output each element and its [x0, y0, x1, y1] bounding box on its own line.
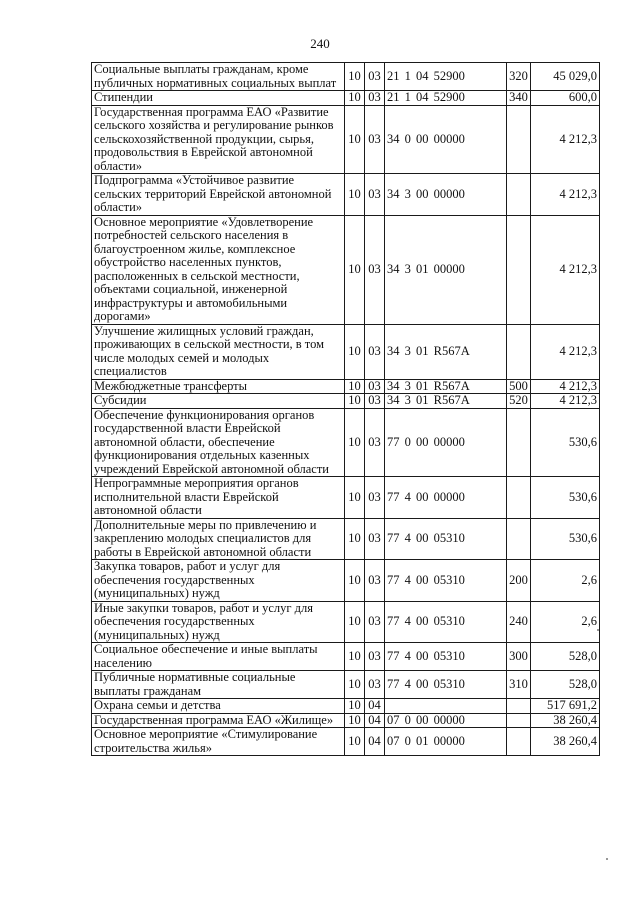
row-name-cell: Основное мероприятие «Стимулирование строительства жилья» [92, 728, 345, 756]
target-article-cell: 77 4 00 05310 [385, 671, 507, 699]
target-article-cell: 77 4 00 05310 [385, 560, 507, 602]
section-code-cell: 10 [345, 63, 365, 91]
amount-cell: 2,6 [531, 560, 600, 602]
section-code-cell: 10 [345, 91, 365, 106]
section-code-cell: 10 [345, 477, 365, 519]
row-name-cell: Непрограммные мероприятия органов исполнительной власти Еврейской автономной области [92, 477, 345, 519]
row-name-cell: Улучшение жилищных условий граждан, проживающих в сельской местности, в том числе молодых семей и молодых специалистов [92, 324, 345, 379]
row-name-cell: Субсидии [92, 394, 345, 409]
table-row [92, 713, 600, 728]
row-name-cell: Обеспечение функционирования органов государственной власти Еврейской автономной области, обеспечение функционирования отдельных казенных учреждений Еврейской автономной области [92, 408, 345, 477]
section-code-cell: 10 [345, 671, 365, 699]
table-row [92, 63, 600, 91]
expense-type-cell: 320 [507, 63, 531, 91]
target-article-cell: 07 0 00 00000 [385, 713, 507, 728]
table-row [92, 215, 600, 324]
table-row [92, 477, 600, 519]
row-name-cell: Государственная программа ЕАО «Жилище» [92, 713, 345, 728]
amount-cell: 45 029,0 [531, 63, 600, 91]
subsection-code-cell: 03 [365, 394, 385, 409]
expense-type-cell: 240 [507, 601, 531, 643]
table-row [92, 91, 600, 106]
expense-type-cell [507, 699, 531, 714]
amount-cell: 4 212,3 [531, 105, 600, 174]
target-article-cell: 34 3 00 00000 [385, 174, 507, 216]
section-code-cell: 10 [345, 713, 365, 728]
expense-type-cell: 200 [507, 560, 531, 602]
subsection-code-cell: 03 [365, 408, 385, 477]
amount-cell: 38 260,4 [531, 713, 600, 728]
target-article-cell: 34 3 01 R567A [385, 379, 507, 394]
row-name-cell: Подпрограмма «Устойчивое развитие сельских территорий Еврейской автономной области» [92, 174, 345, 216]
section-code-cell: 10 [345, 728, 365, 756]
subsection-code-cell: 03 [365, 518, 385, 560]
amount-cell: 4 212,3 [531, 379, 600, 394]
section-code-cell: 10 [345, 379, 365, 394]
target-article-cell: 34 3 01 00000 [385, 215, 507, 324]
expense-type-cell [507, 215, 531, 324]
subsection-code-cell: 03 [365, 215, 385, 324]
amount-cell: 530,6 [531, 477, 600, 519]
subsection-code-cell: 03 [365, 63, 385, 91]
section-code-cell: 10 [345, 643, 365, 671]
table-row [92, 560, 600, 602]
subsection-code-cell: 04 [365, 728, 385, 756]
subsection-code-cell: 03 [365, 91, 385, 106]
amount-cell: 528,0 [531, 671, 600, 699]
budget-table-body [92, 63, 600, 756]
expense-type-cell [507, 174, 531, 216]
section-code-cell: 10 [345, 518, 365, 560]
subsection-code-cell: 03 [365, 379, 385, 394]
subsection-code-cell: 03 [365, 174, 385, 216]
table-row [92, 394, 600, 409]
expense-type-cell [507, 477, 531, 519]
target-article-cell: 34 3 01 R567A [385, 324, 507, 379]
expense-type-cell: 500 [507, 379, 531, 394]
amount-cell: 2,6 [531, 601, 600, 643]
expense-type-cell [507, 728, 531, 756]
amount-cell: 4 212,3 [531, 394, 600, 409]
expense-type-cell: 310 [507, 671, 531, 699]
amount-cell: 530,6 [531, 408, 600, 477]
table-row [92, 671, 600, 699]
subsection-code-cell: 03 [365, 105, 385, 174]
amount-cell: 4 212,3 [531, 324, 600, 379]
row-name-cell: Социальные выплаты гражданам, кроме публичных нормативных социальных выплат [92, 63, 345, 91]
expense-type-cell [507, 408, 531, 477]
scan-speck [597, 629, 599, 631]
amount-cell: 4 212,3 [531, 174, 600, 216]
scan-speck [606, 858, 608, 860]
section-code-cell: 10 [345, 699, 365, 714]
subsection-code-cell: 03 [365, 560, 385, 602]
page-number: 240 [310, 36, 330, 51]
subsection-code-cell: 03 [365, 324, 385, 379]
expense-type-cell [507, 518, 531, 560]
amount-cell: 600,0 [531, 91, 600, 106]
row-name-cell: Социальное обеспечение и иные выплаты населению [92, 643, 345, 671]
subsection-code-cell: 03 [365, 671, 385, 699]
section-code-cell: 10 [345, 601, 365, 643]
section-code-cell: 10 [345, 174, 365, 216]
amount-cell: 517 691,2 [531, 699, 600, 714]
subsection-code-cell: 03 [365, 477, 385, 519]
target-article-cell: 07 0 01 00000 [385, 728, 507, 756]
row-name-cell: Иные закупки товаров, работ и услуг для обеспечения государственных (муниципальных) нужд [92, 601, 345, 643]
target-article-cell: 77 0 00 00000 [385, 408, 507, 477]
row-name-cell: Охрана семьи и детства [92, 699, 345, 714]
expense-type-cell: 300 [507, 643, 531, 671]
target-article-cell: 21 1 04 52900 [385, 63, 507, 91]
section-code-cell: 10 [345, 215, 365, 324]
amount-cell: 4 212,3 [531, 215, 600, 324]
amount-cell: 38 260,4 [531, 728, 600, 756]
section-code-cell: 10 [345, 408, 365, 477]
table-row [92, 601, 600, 643]
row-name-cell: Стипендии [92, 91, 345, 106]
table-row [92, 324, 600, 379]
row-name-cell: Закупка товаров, работ и услуг для обеспечения государственных (муниципальных) нужд [92, 560, 345, 602]
section-code-cell: 10 [345, 560, 365, 602]
target-article-cell [385, 699, 507, 714]
subsection-code-cell: 03 [365, 643, 385, 671]
row-name-cell: Государственная программа ЕАО «Развитие сельского хозяйства и регулирование рынков сельскохозяйственной продукции, сырья, продовольствия в Еврейской автономной области» [92, 105, 345, 174]
table-row [92, 699, 600, 714]
table-row [92, 643, 600, 671]
section-code-cell: 10 [345, 105, 365, 174]
expense-type-cell: 520 [507, 394, 531, 409]
expense-type-cell [507, 105, 531, 174]
target-article-cell: 77 4 00 05310 [385, 518, 507, 560]
subsection-code-cell: 04 [365, 699, 385, 714]
table-row [92, 728, 600, 756]
expense-type-cell [507, 324, 531, 379]
target-article-cell: 77 4 00 00000 [385, 477, 507, 519]
target-article-cell: 34 0 00 00000 [385, 105, 507, 174]
table-row [92, 379, 600, 394]
table-row [92, 174, 600, 216]
target-article-cell: 34 3 01 R567A [385, 394, 507, 409]
expense-type-cell: 340 [507, 91, 531, 106]
expense-type-cell [507, 713, 531, 728]
section-code-cell: 10 [345, 324, 365, 379]
target-article-cell: 21 1 04 52900 [385, 91, 507, 106]
table-row [92, 105, 600, 174]
row-name-cell: Основное мероприятие «Удовлетворение потребностей сельского населения в благоустроенном жилье, комплексное обустройство населенных пунктов, расположенных в сельской местности, объектами социальной, инженерной инфраструктуры и автомобильными дорогами» [92, 215, 345, 324]
row-name-cell: Межбюджетные трансферты [92, 379, 345, 394]
subsection-code-cell: 03 [365, 601, 385, 643]
target-article-cell: 77 4 00 05310 [385, 601, 507, 643]
budget-table [91, 62, 600, 756]
amount-cell: 528,0 [531, 643, 600, 671]
row-name-cell: Дополнительные меры по привлечению и закреплению молодых специалистов для работы в Еврейской автономной области [92, 518, 345, 560]
subsection-code-cell: 04 [365, 713, 385, 728]
amount-cell: 530,6 [531, 518, 600, 560]
table-row [92, 518, 600, 560]
section-code-cell: 10 [345, 394, 365, 409]
row-name-cell: Публичные нормативные социальные выплаты гражданам [92, 671, 345, 699]
target-article-cell: 77 4 00 05310 [385, 643, 507, 671]
table-row [92, 408, 600, 477]
